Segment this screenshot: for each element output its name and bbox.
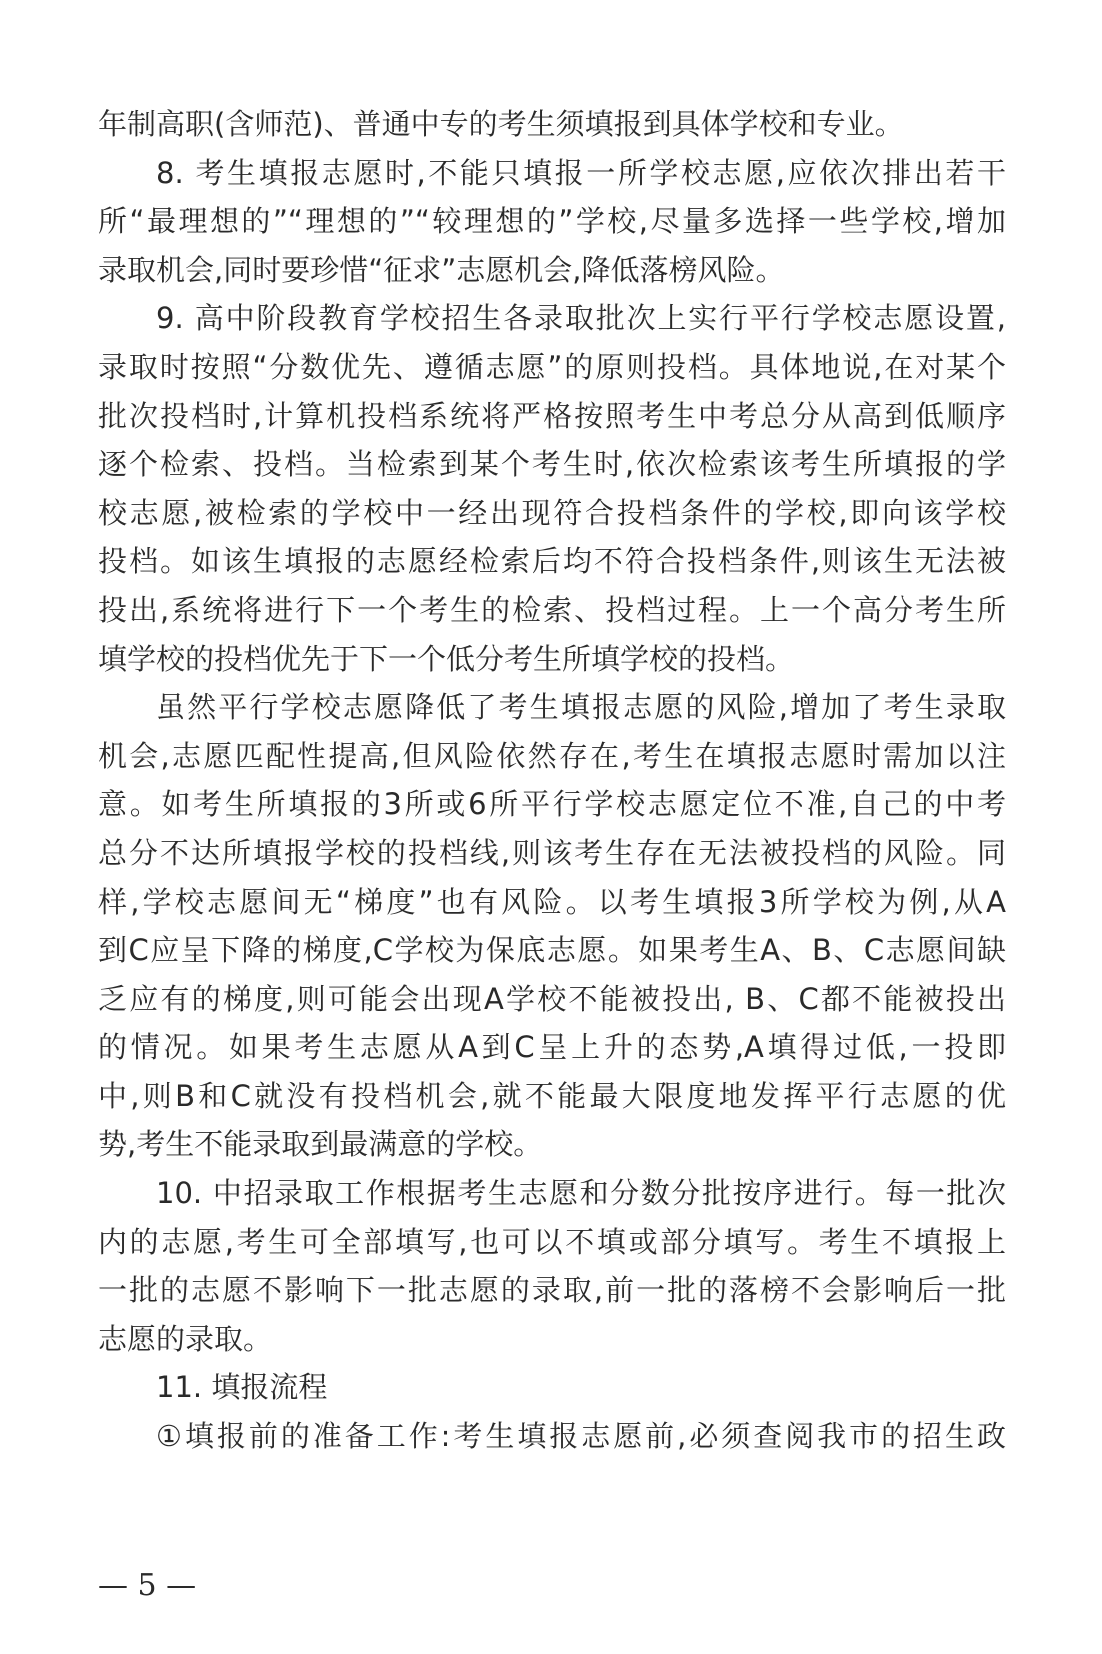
paragraph-line: 总分不达所填报学校的投档线,则该考生存在无法被投档的风险。同 (98, 835, 1006, 870)
paragraph-line: 逐个检索、投档。当检索到某个考生时,依次检索该考生所填报的学 (98, 447, 1006, 482)
paragraph-line: 势,考生不能录取到最满意的学校。 (98, 1127, 543, 1162)
paragraph-line: 9. 高中阶段教育学校招生各录取批次上实行平行学校志愿设置, (156, 301, 1006, 336)
paragraph-line: 投出,系统将进行下一个考生的检索、投档过程。上一个高分考生所 (98, 592, 1006, 627)
paragraph-line: 年制高职(含师范)、普通中专的考生须填报到具体学校和专业。 (98, 107, 904, 141)
paragraph-line: 内的志愿,考生可全部填写,也可以不填或部分填写。考生不填报上 (98, 1224, 1006, 1259)
page-number: — 5 — (98, 1568, 197, 1603)
paragraph-line: 乏应有的梯度,则可能会出现A学校不能被投出, B、C都不能被投出 (98, 981, 1006, 1016)
paragraph-line: 到C应呈下降的梯度,C学校为保底志愿。如果考生A、B、C志愿间缺 (98, 933, 1006, 968)
paragraph-line: 样,学校志愿间无“梯度”也有风险。以考生填报3所学校为例,从A (98, 884, 1006, 919)
paragraph-line: ①填报前的准备工作:考生填报志愿前,必须查阅我市的招生政 (156, 1419, 1006, 1454)
paragraph-line: 的情况。如果考生志愿从A到C呈上升的态势,A填得过低,一投即 (98, 1030, 1006, 1065)
paragraph-line: 中,则B和C就没有投档机会,就不能最大限度地发挥平行志愿的优 (98, 1078, 1006, 1113)
paragraph-line: 填学校的投档优先于下一个低分考生所填学校的投档。 (98, 641, 795, 676)
paragraph-line: 录取机会,同时要珍惜“征求”志愿机会,降低落榜风险。 (98, 252, 785, 287)
paragraph-line: 10. 中招录取工作根据考生志愿和分数分批按序进行。每一批次 (156, 1176, 1006, 1211)
paragraph-line: 志愿的录取。 (98, 1321, 273, 1356)
paragraph-line: 所“最理想的”“理想的”“较理想的”学校,尽量多选择一些学校,增加 (98, 204, 1006, 239)
section-heading: 11. 填报流程 (156, 1370, 328, 1405)
paragraph-line: 意。如考生所填报的3所或6所平行学校志愿定位不准,自己的中考 (98, 787, 1006, 822)
paragraph-line: 批次投档时,计算机投档系统将严格按照考生中考总分从高到低顺序 (98, 398, 1006, 433)
paragraph-line: 投档。如该生填报的志愿经检索后均不符合投档条件,则该生无法被 (98, 544, 1006, 579)
paragraph-line: 机会,志愿匹配性提高,但风险依然存在,考生在填报志愿时需加以注 (98, 738, 1006, 773)
paragraph-line: 8. 考生填报志愿时,不能只填报一所学校志愿,应依次排出若干 (156, 155, 1006, 190)
document-body (98, 100, 1006, 1461)
paragraph-line: 一批的志愿不影响下一批志愿的录取,前一批的落榜不会影响后一批 (98, 1273, 1006, 1308)
paragraph-line: 校志愿,被检索的学校中一经出现符合投档条件的学校,即向该学校 (98, 495, 1006, 530)
paragraph-line: 录取时按照“分数优先、遵循志愿”的原则投档。具体地说,在对某个 (98, 349, 1006, 384)
paragraph-line: 虽然平行学校志愿降低了考生填报志愿的风险,增加了考生录取 (156, 690, 1006, 725)
